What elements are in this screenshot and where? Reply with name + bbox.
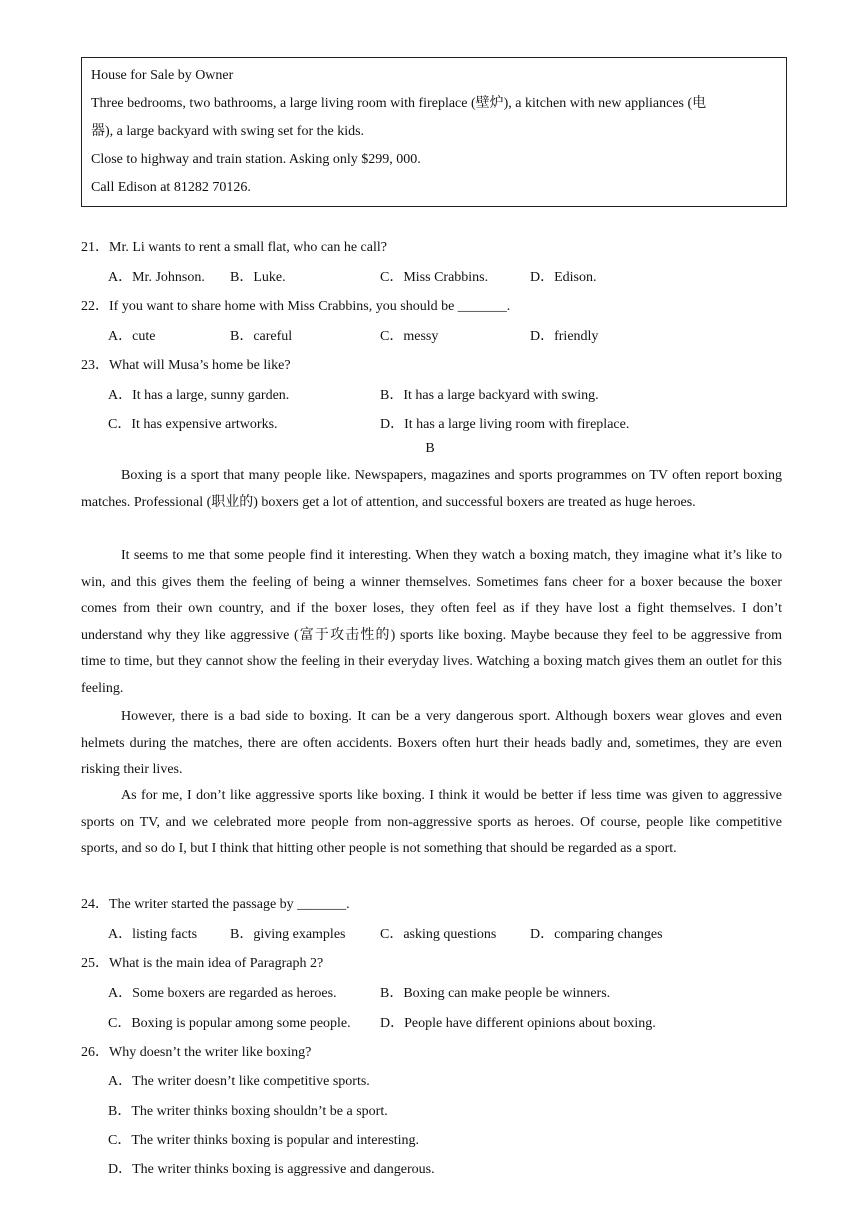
option-21-b[interactable]: B．Luke. [230,270,286,285]
house-ad-box [81,57,787,207]
question-25 [81,952,323,972]
question-text: If you want to share home with Miss Crabbins, you should be _______. [109,299,511,314]
question-number: 22． [81,299,109,314]
option-22-d[interactable]: D．friendly [530,329,599,344]
option-26-b[interactable]: B．The writer thinks boxing shouldn’t be a sport. [108,1104,388,1119]
option-24-c[interactable]: C．asking questions [380,927,497,942]
question-number: 23． [81,358,109,373]
question-number: 25． [81,956,109,971]
option-25-a[interactable]: A．Some boxers are regarded as heroes. [108,986,337,1001]
ad-line-4: Call Edison at 81282 70126. [91,180,251,195]
option-21-d[interactable]: D．Edison. [530,270,597,285]
option-24-a[interactable]: A．listing facts [108,927,198,942]
question-24 [81,893,350,913]
ad-line-2: 器), a large backyard with swing set for the kids. [91,124,365,139]
option-23-c[interactable]: C．It has expensive artworks. [108,417,278,432]
option-21-c[interactable]: C．Miss Crabbins. [380,270,489,285]
question-26 [81,1041,311,1061]
ad-title: House for Sale by Owner [91,68,234,83]
question-number: 21． [81,240,109,255]
question-text: Why doesn’t the writer like boxing? [109,1045,312,1060]
question-text: What is the main idea of Paragraph 2? [109,956,324,971]
question-22 [81,295,510,315]
option-22-b[interactable]: B．careful [230,329,293,344]
option-25-d[interactable]: D．People have different opinions about boxing. [380,1016,656,1031]
question-text: Mr. Li wants to rent a small flat, who can he call? [109,240,387,255]
passage-paragraph-1: Boxing is a sport that many people like. Newspapers, magazines and sports programmes on TV often report boxing matches. Professional (职业的) boxers get a lot of attention, and successful boxers are treated as huge heroes. [81,468,782,510]
question-text: The writer started the passage by _______. [109,897,350,912]
option-26-c[interactable]: C．The writer thinks boxing is popular and interesting. [108,1133,420,1148]
ad-line-3: Close to highway and train station. Asking only $299, 000. [91,152,421,167]
question-21 [81,236,387,256]
question-text: What will Musa’s home be like? [109,358,291,373]
option-23-a[interactable]: A．It has a large, sunny garden. [108,388,290,403]
passage-paragraph-4: As for me, I don’t like aggressive sports like boxing. I think it would be better if less time was given to aggressive sports on TV, and we celebrated more people from non-aggressive sports as heroes. Of course, people like competitive sports, and so do I, but I think that hitting other people is not something that should be regarded as a sport. [81,788,782,857]
option-24-b[interactable]: B．giving examples [230,927,346,942]
option-24-d[interactable]: D．comparing changes [530,927,663,942]
passage-paragraph-2: It seems to me that some people find it interesting. When they watch a boxing match, they imagine what it’s like to win, and this gives them the feeling of being a winner themselves. Sometimes fans cheer for a boxer because the boxer comes from their own country, and if the boxer loses, they often feel as if they have lost a fight themselves. I don’t understand why they like aggressive (富于攻击性的) sports like boxing. Maybe because they feel to be aggressive from time to time, but they cannot show the feeling in their everyday lives. Watching a boxing match gives them an outlet for this feeling. [81,548,782,696]
question-number: 24． [81,897,109,912]
option-22-a[interactable]: A．cute [108,329,156,344]
option-21-a[interactable]: A．Mr. Johnson. [108,270,205,285]
question-23 [81,354,291,374]
option-23-b[interactable]: B．It has a large backyard with swing. [380,388,599,403]
option-22-c[interactable]: C．messy [380,329,439,344]
section-b-title: B [425,441,435,456]
option-25-c[interactable]: C．Boxing is popular among some people. [108,1016,351,1031]
ad-line-1: Three bedrooms, two bathrooms, a large living room with fireplace (壁炉), a kitchen with new appliances (电 [91,96,707,111]
option-26-d[interactable]: D．The writer thinks boxing is aggressive and dangerous. [108,1162,435,1177]
passage-paragraph-3: However, there is a bad side to boxing. It can be a very dangerous sport. Although boxers wear gloves and even helmets during the matches, there are often accidents. Boxers often hurt their heads badly and, sometimes, they are even risking their lives. [81,709,782,778]
question-number: 26． [81,1045,109,1060]
option-26-a[interactable]: A．The writer doesn’t like competitive sports. [108,1074,370,1089]
option-25-b[interactable]: B．Boxing can make people be winners. [380,986,611,1001]
option-23-d[interactable]: D．It has a large living room with fireplace. [380,417,630,432]
